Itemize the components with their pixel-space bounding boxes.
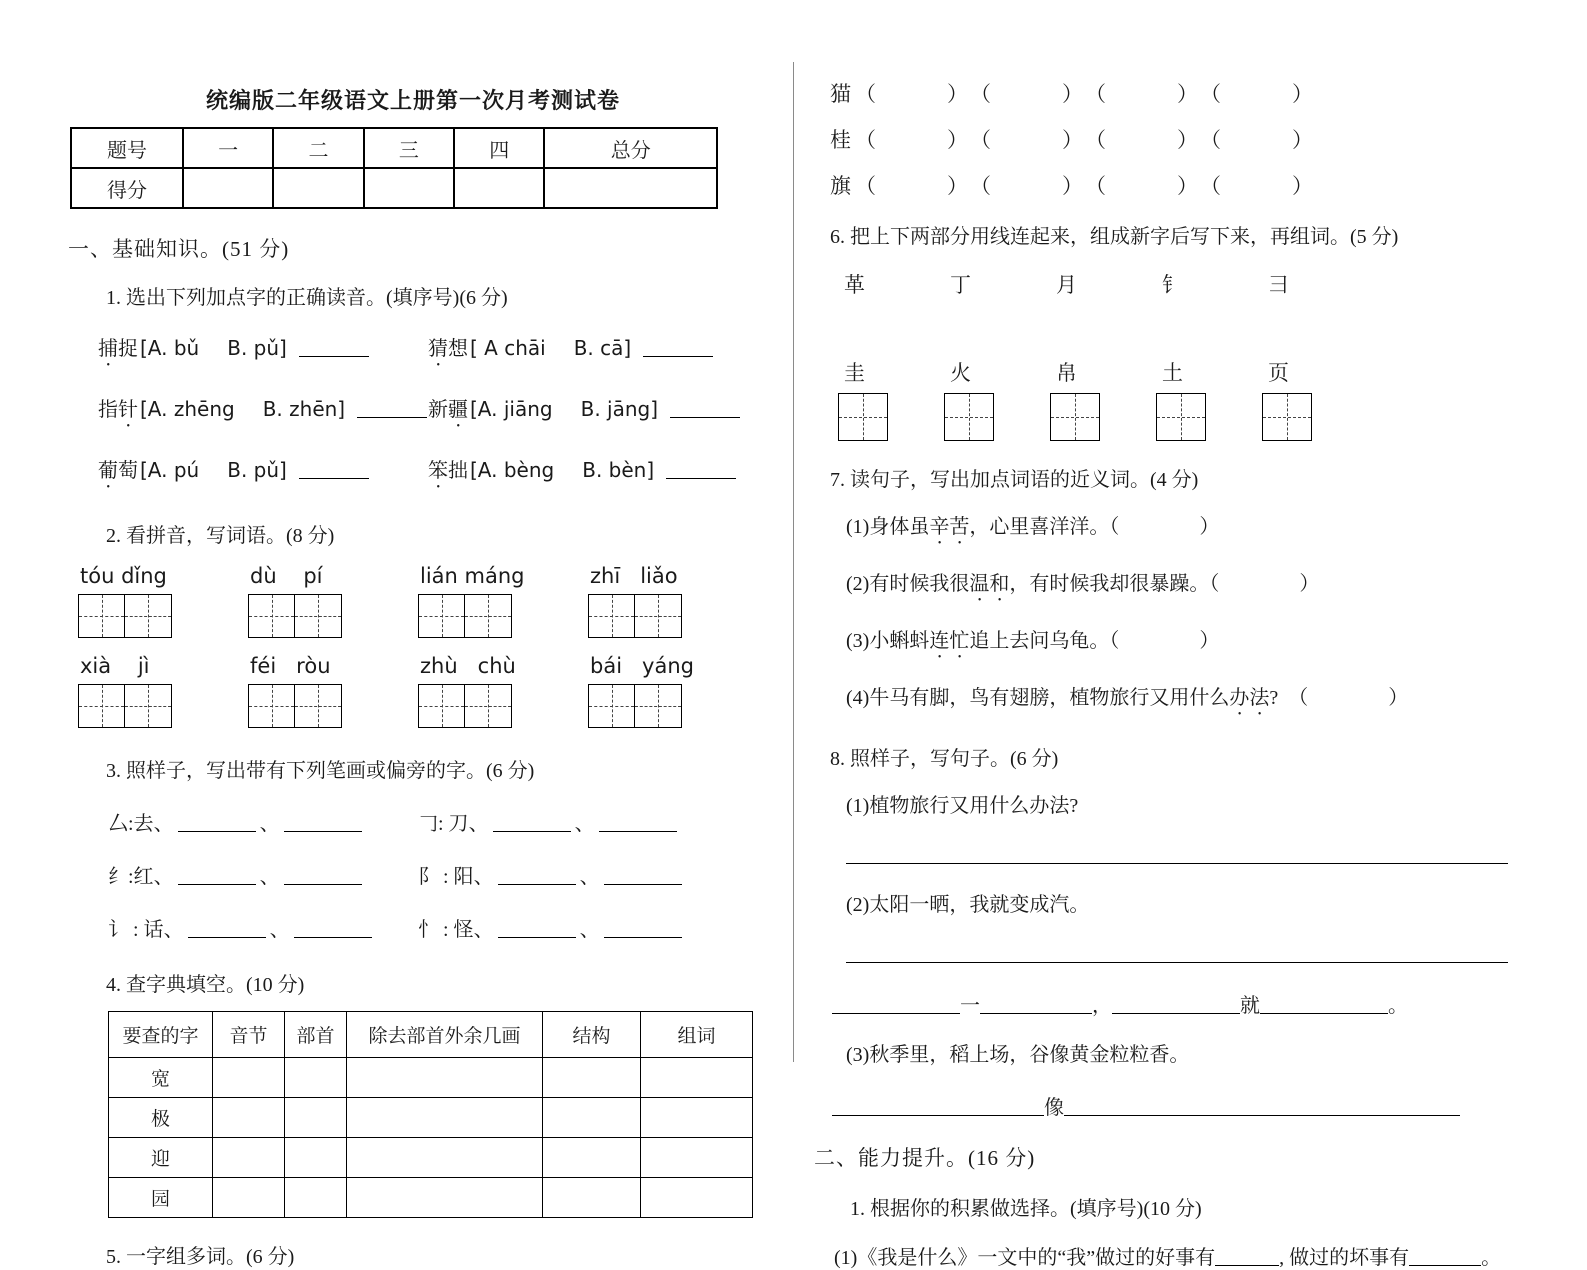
score-header-cell: 总分 [544, 128, 717, 168]
q6-line-drawing-area [830, 299, 1522, 357]
q8-like-line: 像 [832, 1091, 1522, 1120]
writing-grid [588, 594, 682, 638]
pinyin-word-group [248, 654, 418, 728]
answer-parens: （ ） [1200, 174, 1315, 198]
writing-grid [588, 684, 682, 728]
score-table-score-row [71, 168, 717, 208]
dotted-char: 捕 [98, 338, 118, 360]
answer-blank [178, 870, 256, 885]
q5-heading: 5. 一字组多词。(6 分) [106, 1246, 295, 1268]
answer-blank [1064, 1101, 1460, 1116]
s2-q1-heading: 1. 根据你的积累做选择。(填序号)(10 分) [850, 1198, 1202, 1220]
q6-bottom-parts [844, 357, 1522, 387]
dict-char-cell: 极 [109, 1098, 213, 1138]
q6-part: 圭 [844, 361, 865, 385]
q5-word-row [830, 170, 1522, 200]
q2-row-2 [78, 654, 758, 728]
q6-part: 革 [844, 273, 865, 297]
answer-parens: （ ） [1085, 128, 1200, 152]
q5-char: 猫 [830, 82, 851, 106]
q8-heading: 8. 照样子，写句子。(6 分) [830, 748, 1059, 770]
answer-parens: （ ） [855, 82, 970, 106]
dotted-char: 疆 [448, 399, 468, 421]
s2-q1-item: (1)《我是什么》一文中的“我”做过的好事有 , 做过的坏事有 。 [834, 1247, 1502, 1269]
answer-blank [832, 1101, 1044, 1116]
dict-header-cell: 除去部首外余几画 [347, 1012, 543, 1058]
answer-blank [493, 817, 571, 832]
writing-grid [944, 393, 994, 441]
answer-blank [357, 403, 427, 418]
answer-blank [604, 923, 682, 938]
writing-grid [418, 594, 512, 638]
score-header-cell: 四 [454, 128, 544, 168]
answer-parens: （ ） [970, 128, 1085, 152]
radical-item: 阝 : 阳、 、 [418, 860, 728, 889]
q7-sentence: (4)牛马有脚，鸟有翅膀，植物旅行又用什么办法? （ ） [846, 687, 1409, 709]
q6-top-parts [844, 269, 1522, 299]
answer-parens: （ ） [970, 174, 1085, 198]
radical-item: 𠃌: 刀、 、 [418, 807, 728, 836]
dotted-word: 办法 [1229, 687, 1270, 709]
writing-grid [78, 684, 172, 728]
q5-word-row [830, 78, 1522, 108]
pinyin-label: xià jì [80, 654, 150, 678]
answer-parens: （ ） [1085, 82, 1200, 106]
q1-items [98, 332, 758, 493]
score-empty-cell [544, 168, 717, 208]
dict-row [109, 1138, 753, 1178]
q7-sentence: (2)有时候我很温和，有时候我却很暴躁。（ ） [846, 573, 1320, 595]
writing-grid [1262, 393, 1312, 441]
writing-grid [248, 684, 342, 728]
score-empty-cell [183, 168, 273, 208]
q5-char: 旗 [830, 174, 851, 198]
answer-blank [1409, 1251, 1481, 1266]
dict-row [109, 1098, 753, 1138]
right-column [814, 78, 1522, 1270]
answer-blank [666, 464, 736, 479]
answer-parens: （ ） [1200, 82, 1315, 106]
answer-blank [188, 923, 266, 938]
dict-char-cell: 迎 [109, 1138, 213, 1178]
pinyin-label: lián máng [420, 564, 525, 588]
q6-writing-boxes [838, 393, 1522, 447]
dictionary-table [108, 1011, 753, 1218]
q5-char: 桂 [830, 128, 851, 152]
writing-grid [1156, 393, 1206, 441]
q2-heading: 2. 看拼音，写词语。(8 分) [106, 525, 335, 547]
dictionary-table-header-row [109, 1012, 753, 1058]
answer-blank [643, 342, 713, 357]
q6-part: 钅 [1162, 273, 1183, 297]
pinyin-word-group [588, 654, 758, 728]
score-empty-cell [364, 168, 454, 208]
q8-sentence-1: (1)植物旅行又用什么办法? [846, 795, 1079, 817]
score-header-cell: 三 [364, 128, 454, 168]
q3-heading: 3. 照样子，写出带有下列笔画或偏旁的字。(6 分) [106, 760, 535, 782]
pinyin-label: dù pí [250, 564, 323, 588]
answer-blank [284, 870, 362, 885]
pinyin-word-group [418, 654, 588, 728]
q6-heading: 6. 把上下两部分用线连起来，组成新字后写下来，再组词。(5 分) [830, 226, 1399, 248]
answer-parens: （ ） [855, 174, 970, 198]
score-table-header-row [71, 128, 717, 168]
dict-char-cell: 宽 [109, 1058, 213, 1098]
pinyin-label: zhù chù [420, 654, 516, 678]
left-column [68, 84, 758, 1269]
q8-pattern-line: 一 ， 就 。 [832, 989, 1522, 1018]
writing-grid [78, 594, 172, 638]
score-header-cell: 二 [273, 128, 363, 168]
q6-part: 丁 [950, 273, 971, 297]
answer-blank [299, 464, 369, 479]
q5-word-row [830, 124, 1522, 154]
q6-part: 月 [1056, 273, 1077, 297]
dict-char-cell: 园 [109, 1178, 213, 1218]
dict-header-cell: 组词 [641, 1012, 753, 1058]
pronunciation-item: 猜想 [ A chāi B. cā] [428, 332, 758, 371]
dotted-word: 辛苦 [929, 516, 970, 538]
score-empty-cell [454, 168, 544, 208]
score-header-cell: 一 [183, 128, 273, 168]
writing-grid [838, 393, 888, 441]
pinyin-word-group [248, 564, 418, 638]
answer-blank [1215, 1251, 1279, 1266]
answer-blank [604, 870, 682, 885]
writing-grid [418, 684, 512, 728]
dict-row [109, 1058, 753, 1098]
pronunciation-item: 捕捉 [A. bǔ B. pǔ] [98, 332, 428, 371]
answer-blank [294, 923, 372, 938]
answer-blank [299, 342, 369, 357]
pinyin-word-group [78, 654, 248, 728]
pronunciation-item: 笨拙 [A. bèng B. bèn] [428, 454, 758, 493]
dict-header-cell: 音节 [213, 1012, 285, 1058]
answer-parens: （ ） [1085, 174, 1200, 198]
answer-blank [178, 817, 256, 832]
radical-item: 忄 : 怪、 、 [418, 913, 728, 942]
radical-item: 厶:去、 、 [108, 807, 418, 836]
answer-blank [832, 998, 960, 1014]
dict-header-cell: 结构 [543, 1012, 641, 1058]
dict-header-cell: 部首 [285, 1012, 347, 1058]
answer-blank [599, 817, 677, 832]
dict-row [109, 1178, 753, 1218]
score-row-label: 得分 [71, 168, 183, 208]
pinyin-label: zhī liǎo [590, 564, 678, 588]
writing-grid [1050, 393, 1100, 441]
pinyin-label: tóu dǐng [80, 564, 167, 588]
answer-line [846, 838, 1508, 864]
answer-blank [498, 870, 576, 885]
answer-blank [670, 403, 740, 418]
answer-blank [1112, 998, 1240, 1014]
answer-parens: （ ） [855, 128, 970, 152]
q6-part: 页 [1268, 361, 1289, 385]
answer-blank [980, 998, 1092, 1014]
q8-sentence-2: (2)太阳一晒，我就变成汽。 [846, 894, 1090, 916]
q6-part: 帛 [1056, 361, 1077, 385]
pronunciation-item: 葡萄 [A. pú B. pǔ] [98, 454, 428, 493]
answer-blank [284, 817, 362, 832]
q7-sentence: (3)小蝌蚪连忙追上去问乌龟。（ ） [846, 630, 1220, 652]
pinyin-word-group [418, 564, 588, 638]
section-1-heading: 一、基础知识。(51 分) [68, 237, 290, 261]
q8-sentence-3: (3)秋季里，稻上场，谷像黄金粒粒香。 [846, 1044, 1190, 1066]
radical-item: 讠 : 话、 、 [108, 913, 418, 942]
writing-grid [248, 594, 342, 638]
pronunciation-item: 指针 [A. zhēng B. zhēn] [98, 393, 428, 432]
q7-sentence: (1)身体虽辛苦，心里喜洋洋。（ ） [846, 516, 1220, 538]
answer-parens: （ ） [970, 82, 1085, 106]
q4-heading: 4. 查字典填空。(10 分) [106, 974, 305, 996]
q2-row-1 [78, 564, 758, 638]
dotted-char: 猜 [428, 338, 448, 360]
dotted-word: 温和 [969, 573, 1010, 595]
q7-heading: 7. 读句子，写出加点词语的近义词。(4 分) [830, 469, 1199, 491]
pronunciation-item: 新疆 [A. jiāng B. jāng] [428, 393, 758, 432]
dict-header-cell: 要查的字 [109, 1012, 213, 1058]
answer-blank [1260, 998, 1388, 1014]
radical-item: 纟:红、 、 [108, 860, 418, 889]
score-table [70, 127, 718, 209]
q1-heading: 1. 选出下列加点字的正确读音。(填序号)(6 分) [106, 287, 508, 309]
pinyin-label: bái yáng [590, 654, 694, 678]
dotted-char: 针 [118, 399, 138, 421]
score-empty-cell [273, 168, 363, 208]
pinyin-label: féi ròu [250, 654, 331, 678]
answer-blank [498, 923, 576, 938]
pinyin-word-group [78, 564, 248, 638]
dotted-word: 连忙 [929, 630, 970, 652]
column-divider [793, 62, 794, 1062]
pinyin-word-group [588, 564, 758, 638]
section-2-heading: 二、能力提升。(16 分) [814, 1146, 1036, 1170]
score-header-cell: 题号 [71, 128, 183, 168]
dotted-char: 葡 [98, 460, 118, 482]
page-title: 统编版二年级语文上册第一次月考测试卷 [205, 88, 620, 113]
dotted-char: 笨 [428, 460, 448, 482]
answer-line [846, 937, 1508, 963]
answer-parens: （ ） [1200, 128, 1315, 152]
q6-part: 彐 [1268, 273, 1289, 297]
q6-part: 土 [1162, 361, 1183, 385]
q3-items [108, 807, 758, 942]
q6-part: 火 [950, 361, 971, 385]
